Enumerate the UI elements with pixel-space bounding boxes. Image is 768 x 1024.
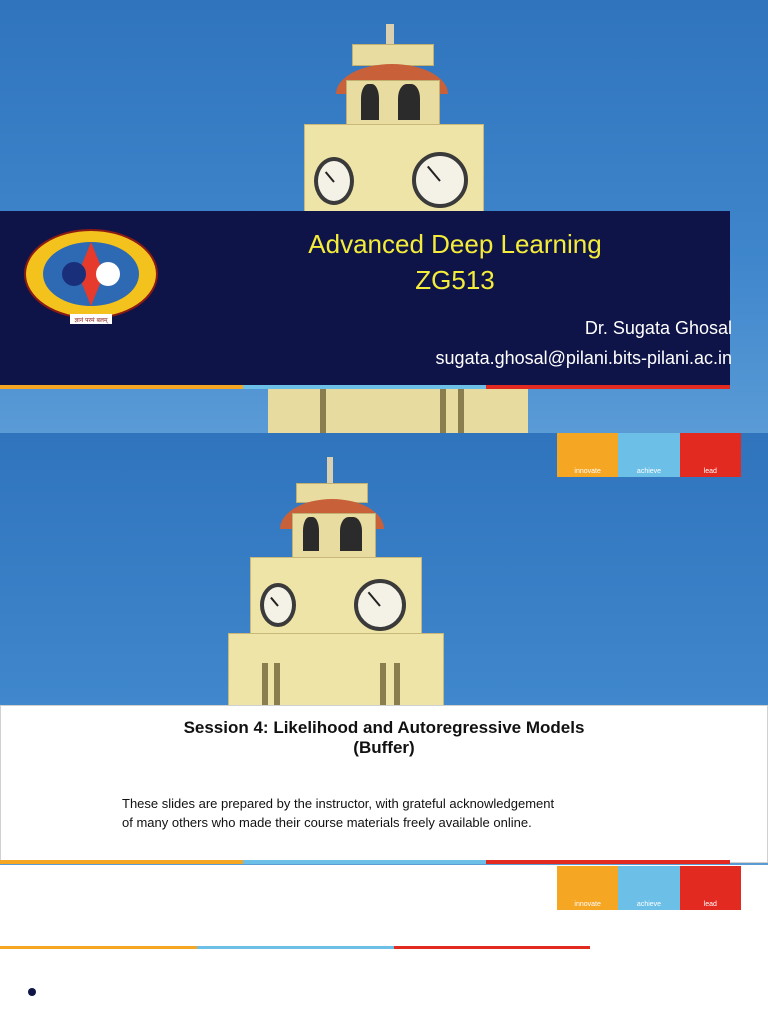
course-code: ZG513 — [415, 265, 495, 295]
svg-text:ज्ञानं परमं बलम्: ज्ञानं परमं बलम् — [74, 317, 108, 324]
slide-1 — [0, 0, 768, 433]
ack-line2: of many others who made their course materials freely available online. — [122, 815, 532, 830]
acknowledgement-text — [122, 794, 642, 832]
badge-innovate: innovate — [557, 433, 618, 477]
stripe-blue — [243, 860, 486, 864]
innovate-achieve-lead-badge — [557, 866, 741, 910]
ack-line1: These slides are prepared by the instructor, with grateful acknowledgement — [122, 796, 555, 811]
stripe-orange — [0, 946, 197, 949]
stripe-red — [394, 946, 590, 949]
badge-lead: lead — [680, 866, 741, 910]
badge-achieve: achieve — [618, 866, 679, 910]
stripe-orange — [0, 860, 243, 864]
stripe-red — [486, 385, 730, 389]
bits-pilani-logo — [22, 228, 160, 328]
badge-lead: lead — [680, 433, 741, 477]
stripe-blue — [243, 385, 486, 389]
badge-achieve: achieve — [618, 433, 679, 477]
stripe-red — [486, 860, 730, 864]
badge-innovate: innovate — [557, 866, 618, 910]
author-name: Dr. Sugata Ghosal — [584, 318, 732, 338]
session-title — [1, 718, 767, 758]
bullet-point — [28, 988, 36, 996]
session-title-line2: (Buffer) — [353, 738, 415, 757]
course-title-line1: Advanced Deep Learning — [308, 229, 602, 259]
clock-tower-image — [0, 433, 768, 705]
author-email: sugata.ghosal@pilani.bits-pilani.ac.in — [435, 348, 732, 368]
stripe-orange — [0, 385, 243, 389]
session-title-line1: Session 4: Likelihood and Autoregressive Models — [183, 718, 585, 737]
stripe-blue — [197, 946, 394, 949]
session-panel — [0, 705, 768, 863]
